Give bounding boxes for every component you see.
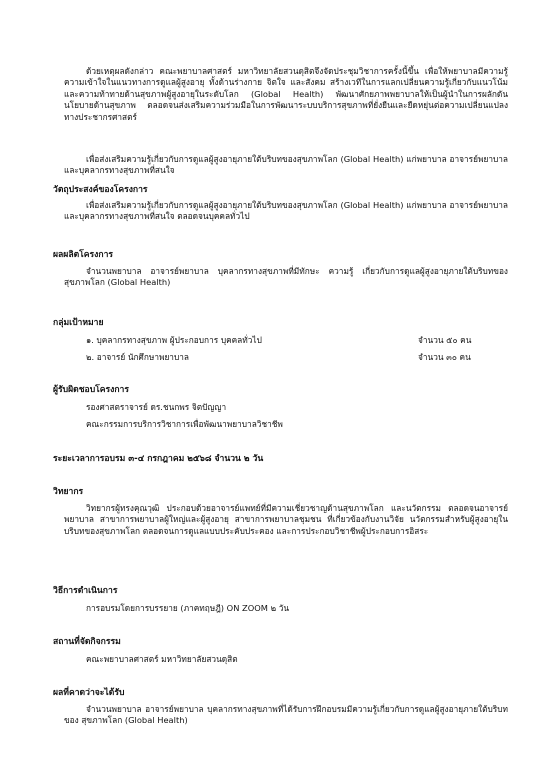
method-text: การอบรมโดยการบรรยาย (ภาคทฤษฎี) ON ZOOM ๒ วัน bbox=[86, 603, 290, 613]
responsible-person: รองศาสตราจารย์ ดร.ชนกพร จิตปัญญา bbox=[86, 402, 227, 412]
rationale-paragraph: ด้วยเหตุผลดังกล่าว คณะพยาบาลศาสตร์ มหาวิทยาลัยสวนดุสิตจึงจัดประชุมวิชาการครั้งนี้ขึ้น เพื่อให้พยาบาลมีความรู้ความเข้าใจในแนวทางการดูแลผู้สูงอายุ ทั้งด้านร่างกาย จิตใจ และสังคม สร้างเวทีในการแลกเปลี่ยนความรู้เกี่ยวกับแนวโน้มและความท้าทายด้านสุขภาพผู้สูงอายุในระดับโลก (Global Health) พัฒนาศักยภาพพยาบาลให้เป็นผู้นำในการผลักดันนโยบายด้านสุขภาพ ตลอดจนส่งเสริมความร่วมมือในการพัฒนาระบบบริการสุขภาพที่ยั่งยืนและยืดหยุ่นต่อความเปลี่ยนแปลงทางประชากรศาสตร์ bbox=[64, 66, 508, 122]
objectives-text: เพื่อส่งเสริมความรู้เกี่ยวกับการดูแลผู้สูงอายุภายใต้บริบทของสุขภาพโลก (Global Health) แก่พยาบาล อาจารย์พยาบาล และบุคลากรทางสุขภาพที่สนใจ ตลอดจนบุคคลทั่วไป bbox=[64, 200, 508, 222]
target-item-2-label: ๒. อาจารย์ นักศึกษาพยาบาล bbox=[86, 352, 189, 362]
method-heading: วิธีการดำเนินการ bbox=[53, 586, 118, 596]
venue-heading: สถานที่จัดกิจกรรม bbox=[53, 637, 121, 647]
target-heading: กลุ่มเป้าหมาย bbox=[53, 318, 104, 328]
expected-heading: ผลที่คาดว่าจะได้รับ bbox=[53, 688, 125, 698]
target-item-1-qty: จำนวน ๕๐ คน bbox=[418, 335, 472, 345]
duration-line: ระยะเวลาการอบรม ๓-๔ กรกฎาคม ๒๕๖๘ จำนวน ๒ วัน bbox=[53, 454, 264, 464]
speakers-heading: วิทยากร bbox=[53, 487, 84, 497]
responsible-committee: คณะกรรมการบริการวิชาการเพื่อพัฒนาพยาบาลวิชาชีพ bbox=[86, 419, 283, 429]
outputs-heading: ผลผลิตโครงการ bbox=[53, 250, 114, 260]
target-item-2-qty: จำนวน ๓๐ คน bbox=[418, 352, 471, 362]
target-item-1-label: ๑. บุคลากรทางสุขภาพ ผู้ประกอบการ บุคคลทั่วไป bbox=[86, 335, 262, 345]
speakers-text: วิทยากรผู้ทรงคุณวุฒิ ประกอบด้วยอาจารย์แพทย์ที่มีความเชี่ยวชาญด้านสุขภาพโลก และนวัตกรรม ตลอดจนอาจารย์พยาบาล สาขาการพยาบาลผู้ใหญ่และผู้สูงอายุ สาขาการพยาบาลชุมชน ที่เกี่ยวข้องกับงานวิจัย นวัตกรรมสำหรับผู้สูงอายุในบริบทของสุขภาพโลก ตลอดจนการดูแลแบบประคับประคอง และการประกอบวิชาชีพผู้ประกอบการอิสระ bbox=[64, 503, 508, 536]
venue-text: คณะพยาบาลศาสตร์ มหาวิทยาลัยสวนดุสิต bbox=[86, 654, 238, 664]
purpose-paragraph: เพื่อส่งเสริมความรู้เกี่ยวกับการดูแลผู้สูงอายุภายใต้บริบทของสุขภาพโลก (Global Health) แก่พยาบาล อาจารย์พยาบาล และบุคลากรทางสุขภาพที่สนใจ bbox=[64, 154, 508, 176]
objectives-heading: วัตถุประสงค์ของโครงการ bbox=[53, 185, 148, 195]
responsible-heading: ผู้รับผิดชอบโครงการ bbox=[53, 385, 129, 395]
outputs-text: จำนวนพยาบาล อาจารย์พยาบาล บุคลากรทางสุขภาพที่มีทักษะ ความรู้ เกี่ยวกับการดูแลผู้สูงอายุภายใต้บริบทของ สุขภาพโลก (Global Health) bbox=[64, 266, 508, 288]
expected-text: จำนวนพยาบาล อาจารย์พยาบาล บุคลากรทางสุขภาพที่ได้รับการฝึกอบรมมีความรู้เกี่ยวกับการดูแลผู้สูงอายุภายใต้บริบทของ สุขภาพโลก (Global Health) bbox=[64, 704, 508, 726]
